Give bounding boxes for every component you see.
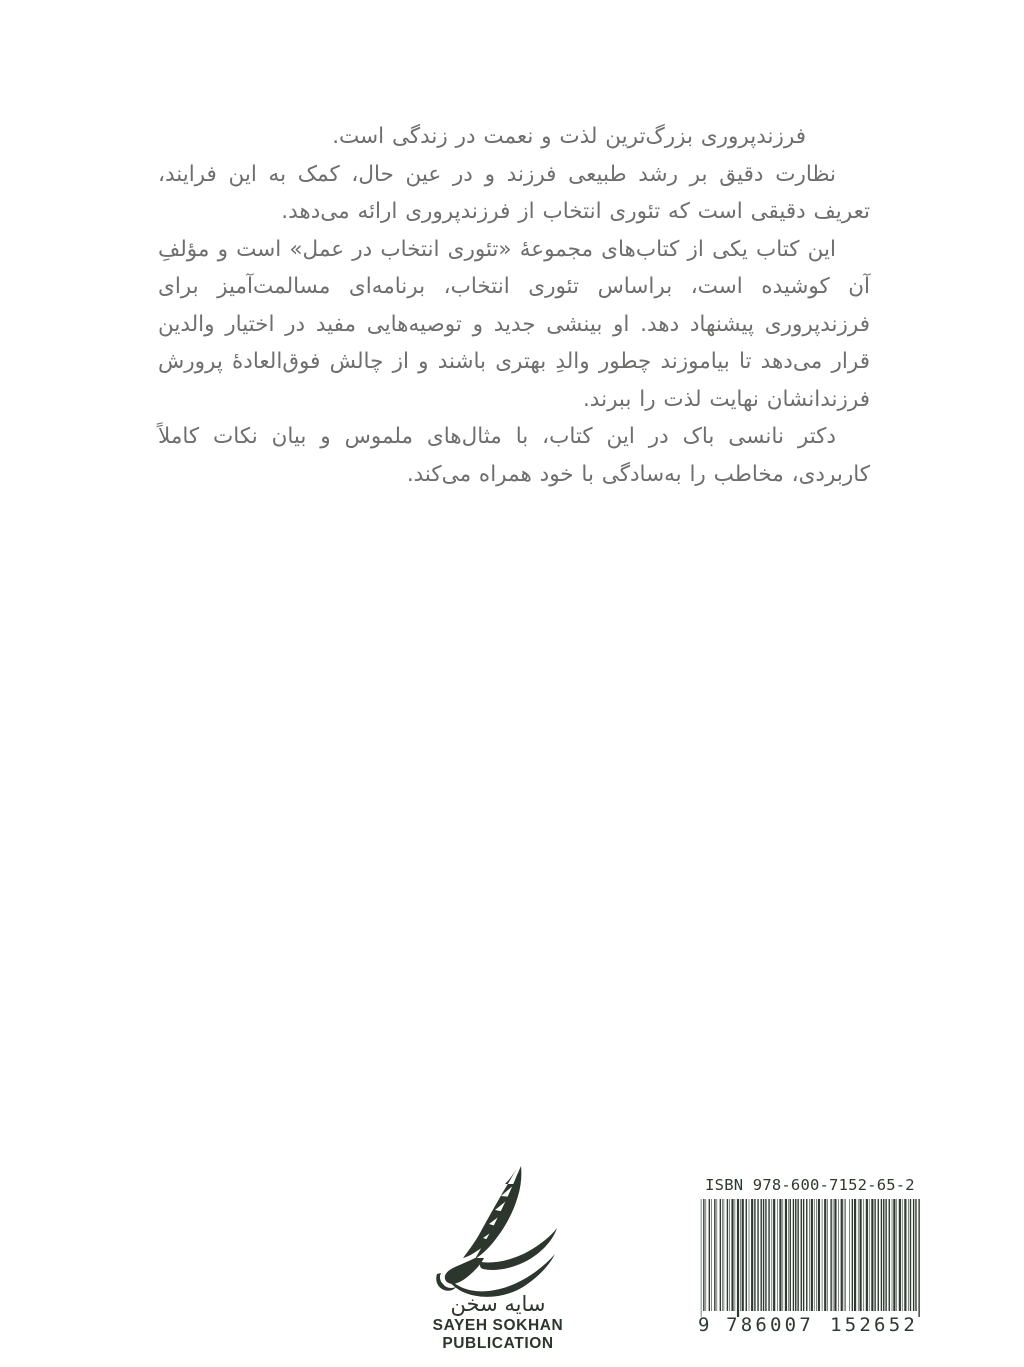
barcode-digits-left: 786007 <box>726 1314 814 1336</box>
ean13-barcode <box>700 1199 920 1317</box>
barcode-digit-lead: 9 <box>698 1314 710 1336</box>
blurb-paragraph-2: نظارت دقیق بر رشد طبیعی فرزند و در عین حال، کمک به این فرایند، تعریف دقیقی است که تئوری انتخاب از فرزندپروری ارائه می‌دهد. <box>158 161 870 224</box>
publisher-name-en-line2: PUBLICATION <box>442 1334 554 1352</box>
publisher-name-fa: سایه سخن <box>450 1292 546 1316</box>
isbn-label: ISBN 978-600-7152-65-2 <box>705 1176 915 1194</box>
blurb-paragraph-3: این کتاب یکی از کتاب‌های مجموعهٔ «تئوری انتخاب در عمل» است و مؤلفِ آن کوشیده است، براساس تئوری انتخاب، برنامه‌ای مسالمت‌آمیز برای فرزندپروری پیشنهاد دهد. او بینشی جدید و توصیه‌هایی مفید در اختیار والدین قرار می‌دهد تا بیاموزند چطور والدِ بهتری باشند و از چالش فوق‌العادهٔ پرورش فرزندانشان نهایت لذت را ببرند. <box>158 236 870 412</box>
blurb-paragraph-1: فرزندپروری بزرگ‌ترین لذت و نعمت در زندگی است. <box>332 124 806 149</box>
blurb-paragraph-4: دکتر نانسی باک در این کتاب، با مثال‌های ملموس و بیان نکات کاملاً کاربردی، مخاطب را به‌سادگی با خود همراه می‌کند. <box>158 424 870 487</box>
publisher-name-en-line1: SAYEH SOKHAN <box>432 1317 564 1334</box>
isbn-barcode-block <box>698 1176 922 1336</box>
back-cover-blurb <box>158 118 870 493</box>
barcode-digits-right: 152652 <box>830 1314 918 1336</box>
publisher-logo-block <box>398 1158 598 1352</box>
barcode-digits <box>698 1314 922 1336</box>
quill-feather-icon <box>423 1158 573 1298</box>
